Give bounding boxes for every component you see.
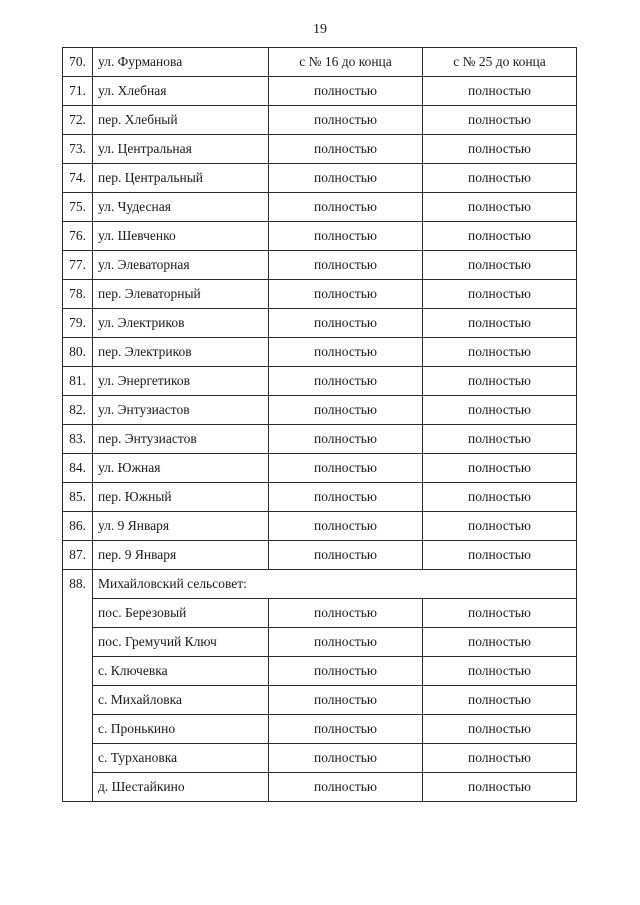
- range-value-1: полностью: [269, 425, 423, 454]
- table-row: [63, 628, 577, 657]
- table-row: [63, 338, 577, 367]
- street-name: ул. Шевченко: [93, 222, 269, 251]
- table-row: [63, 744, 577, 773]
- blank-number-cell: [63, 686, 93, 715]
- range-value-2: полностью: [423, 77, 577, 106]
- range-value-1: полностью: [269, 686, 423, 715]
- street-name: ул. Фурманова: [93, 48, 269, 77]
- street-name: ул. Чудесная: [93, 193, 269, 222]
- range-value-2: полностью: [423, 135, 577, 164]
- street-name: пер. Элеваторный: [93, 280, 269, 309]
- range-value-2: полностью: [423, 599, 577, 628]
- row-number: 70.: [63, 48, 93, 77]
- street-name: ул. Южная: [93, 454, 269, 483]
- range-value-1: полностью: [269, 454, 423, 483]
- table-row: [63, 657, 577, 686]
- range-value-1: полностью: [269, 164, 423, 193]
- range-value-2: полностью: [423, 715, 577, 744]
- range-value-1: полностью: [269, 628, 423, 657]
- table-row: [63, 541, 577, 570]
- blank-number-cell: [63, 628, 93, 657]
- range-value-1: полностью: [269, 222, 423, 251]
- table-row: [63, 686, 577, 715]
- table-row: [63, 599, 577, 628]
- blank-number-cell: [63, 773, 93, 802]
- table-row: [63, 773, 577, 802]
- range-value-2: полностью: [423, 164, 577, 193]
- row-number: 77.: [63, 251, 93, 280]
- street-name: пер. Хлебный: [93, 106, 269, 135]
- page-number: 19: [313, 22, 327, 37]
- table-row: [63, 77, 577, 106]
- range-value-1: полностью: [269, 599, 423, 628]
- street-name: ул. Энтузиастов: [93, 396, 269, 425]
- range-value-2: полностью: [423, 106, 577, 135]
- range-value-2: полностью: [423, 657, 577, 686]
- table-row: [63, 715, 577, 744]
- row-number: 85.: [63, 483, 93, 512]
- section-title: Михайловский сельсовет:: [93, 570, 577, 599]
- range-value-1: полностью: [269, 77, 423, 106]
- range-value-2: полностью: [423, 367, 577, 396]
- range-value-2: полностью: [423, 773, 577, 802]
- range-value-2: полностью: [423, 628, 577, 657]
- street-name: пер. Электриков: [93, 338, 269, 367]
- range-value-1: полностью: [269, 280, 423, 309]
- settlement-name: д. Шестайкино: [93, 773, 269, 802]
- range-value-1: полностью: [269, 512, 423, 541]
- row-number: 73.: [63, 135, 93, 164]
- blank-number-cell: [63, 715, 93, 744]
- blank-number-cell: [63, 657, 93, 686]
- settlement-name: с. Пронькино: [93, 715, 269, 744]
- street-name: ул. Электриков: [93, 309, 269, 338]
- section-header-row: [63, 570, 577, 599]
- settlement-name: пос. Березовый: [93, 599, 269, 628]
- range-value-1: полностью: [269, 338, 423, 367]
- settlement-name: с. Турхановка: [93, 744, 269, 773]
- table-row: [63, 367, 577, 396]
- street-name: ул. Элеваторная: [93, 251, 269, 280]
- streets-table: [62, 47, 577, 802]
- street-name: пер. 9 Января: [93, 541, 269, 570]
- range-value-1: полностью: [269, 744, 423, 773]
- section-number: 88.: [63, 570, 93, 599]
- range-value-2: полностью: [423, 512, 577, 541]
- row-number: 79.: [63, 309, 93, 338]
- blank-number-cell: [63, 599, 93, 628]
- range-value-2: полностью: [423, 686, 577, 715]
- table-row: [63, 193, 577, 222]
- range-value-1: полностью: [269, 773, 423, 802]
- table-row: [63, 309, 577, 338]
- range-value-1: полностью: [269, 367, 423, 396]
- range-value-1: полностью: [269, 106, 423, 135]
- range-value-1: полностью: [269, 396, 423, 425]
- street-name: ул. Хлебная: [93, 77, 269, 106]
- table-row: [63, 396, 577, 425]
- street-name: ул. 9 Января: [93, 512, 269, 541]
- range-value-2: с № 25 до конца: [423, 48, 577, 77]
- row-number: 80.: [63, 338, 93, 367]
- table-row: [63, 251, 577, 280]
- row-number: 78.: [63, 280, 93, 309]
- settlement-name: с. Михайловка: [93, 686, 269, 715]
- range-value-1: полностью: [269, 657, 423, 686]
- range-value-2: полностью: [423, 396, 577, 425]
- range-value-1: полностью: [269, 715, 423, 744]
- table-row: [63, 106, 577, 135]
- table-row: [63, 280, 577, 309]
- range-value-1: полностью: [269, 541, 423, 570]
- table-row: [63, 454, 577, 483]
- table-row: [63, 222, 577, 251]
- row-number: 76.: [63, 222, 93, 251]
- range-value-1: полностью: [269, 309, 423, 338]
- street-name: пер. Энтузиастов: [93, 425, 269, 454]
- range-value-2: полностью: [423, 309, 577, 338]
- blank-number-cell: [63, 744, 93, 773]
- street-name: пер. Центральный: [93, 164, 269, 193]
- street-name: ул. Энергетиков: [93, 367, 269, 396]
- table-row: [63, 425, 577, 454]
- row-number: 81.: [63, 367, 93, 396]
- range-value-2: полностью: [423, 222, 577, 251]
- range-value-1: полностью: [269, 135, 423, 164]
- row-number: 87.: [63, 541, 93, 570]
- row-number: 74.: [63, 164, 93, 193]
- settlement-name: пос. Гремучий Ключ: [93, 628, 269, 657]
- range-value-2: полностью: [423, 541, 577, 570]
- table-row: [63, 512, 577, 541]
- row-number: 86.: [63, 512, 93, 541]
- settlement-name: с. Ключевка: [93, 657, 269, 686]
- range-value-1: полностью: [269, 193, 423, 222]
- table-row: [63, 135, 577, 164]
- range-value-1: полностью: [269, 251, 423, 280]
- row-number: 84.: [63, 454, 93, 483]
- table-row: [63, 164, 577, 193]
- range-value-1: полностью: [269, 483, 423, 512]
- row-number: 82.: [63, 396, 93, 425]
- range-value-2: полностью: [423, 338, 577, 367]
- streets-table-body: [63, 48, 577, 802]
- table-row: [63, 483, 577, 512]
- street-name: пер. Южный: [93, 483, 269, 512]
- range-value-2: полностью: [423, 193, 577, 222]
- row-number: 71.: [63, 77, 93, 106]
- range-value-2: полностью: [423, 280, 577, 309]
- row-number: 83.: [63, 425, 93, 454]
- row-number: 75.: [63, 193, 93, 222]
- row-number: 72.: [63, 106, 93, 135]
- range-value-2: полностью: [423, 425, 577, 454]
- range-value-1: с № 16 до конца: [269, 48, 423, 77]
- range-value-2: полностью: [423, 483, 577, 512]
- range-value-2: полностью: [423, 251, 577, 280]
- range-value-2: полностью: [423, 744, 577, 773]
- street-name: ул. Центральная: [93, 135, 269, 164]
- range-value-2: полностью: [423, 454, 577, 483]
- table-row: [63, 48, 577, 77]
